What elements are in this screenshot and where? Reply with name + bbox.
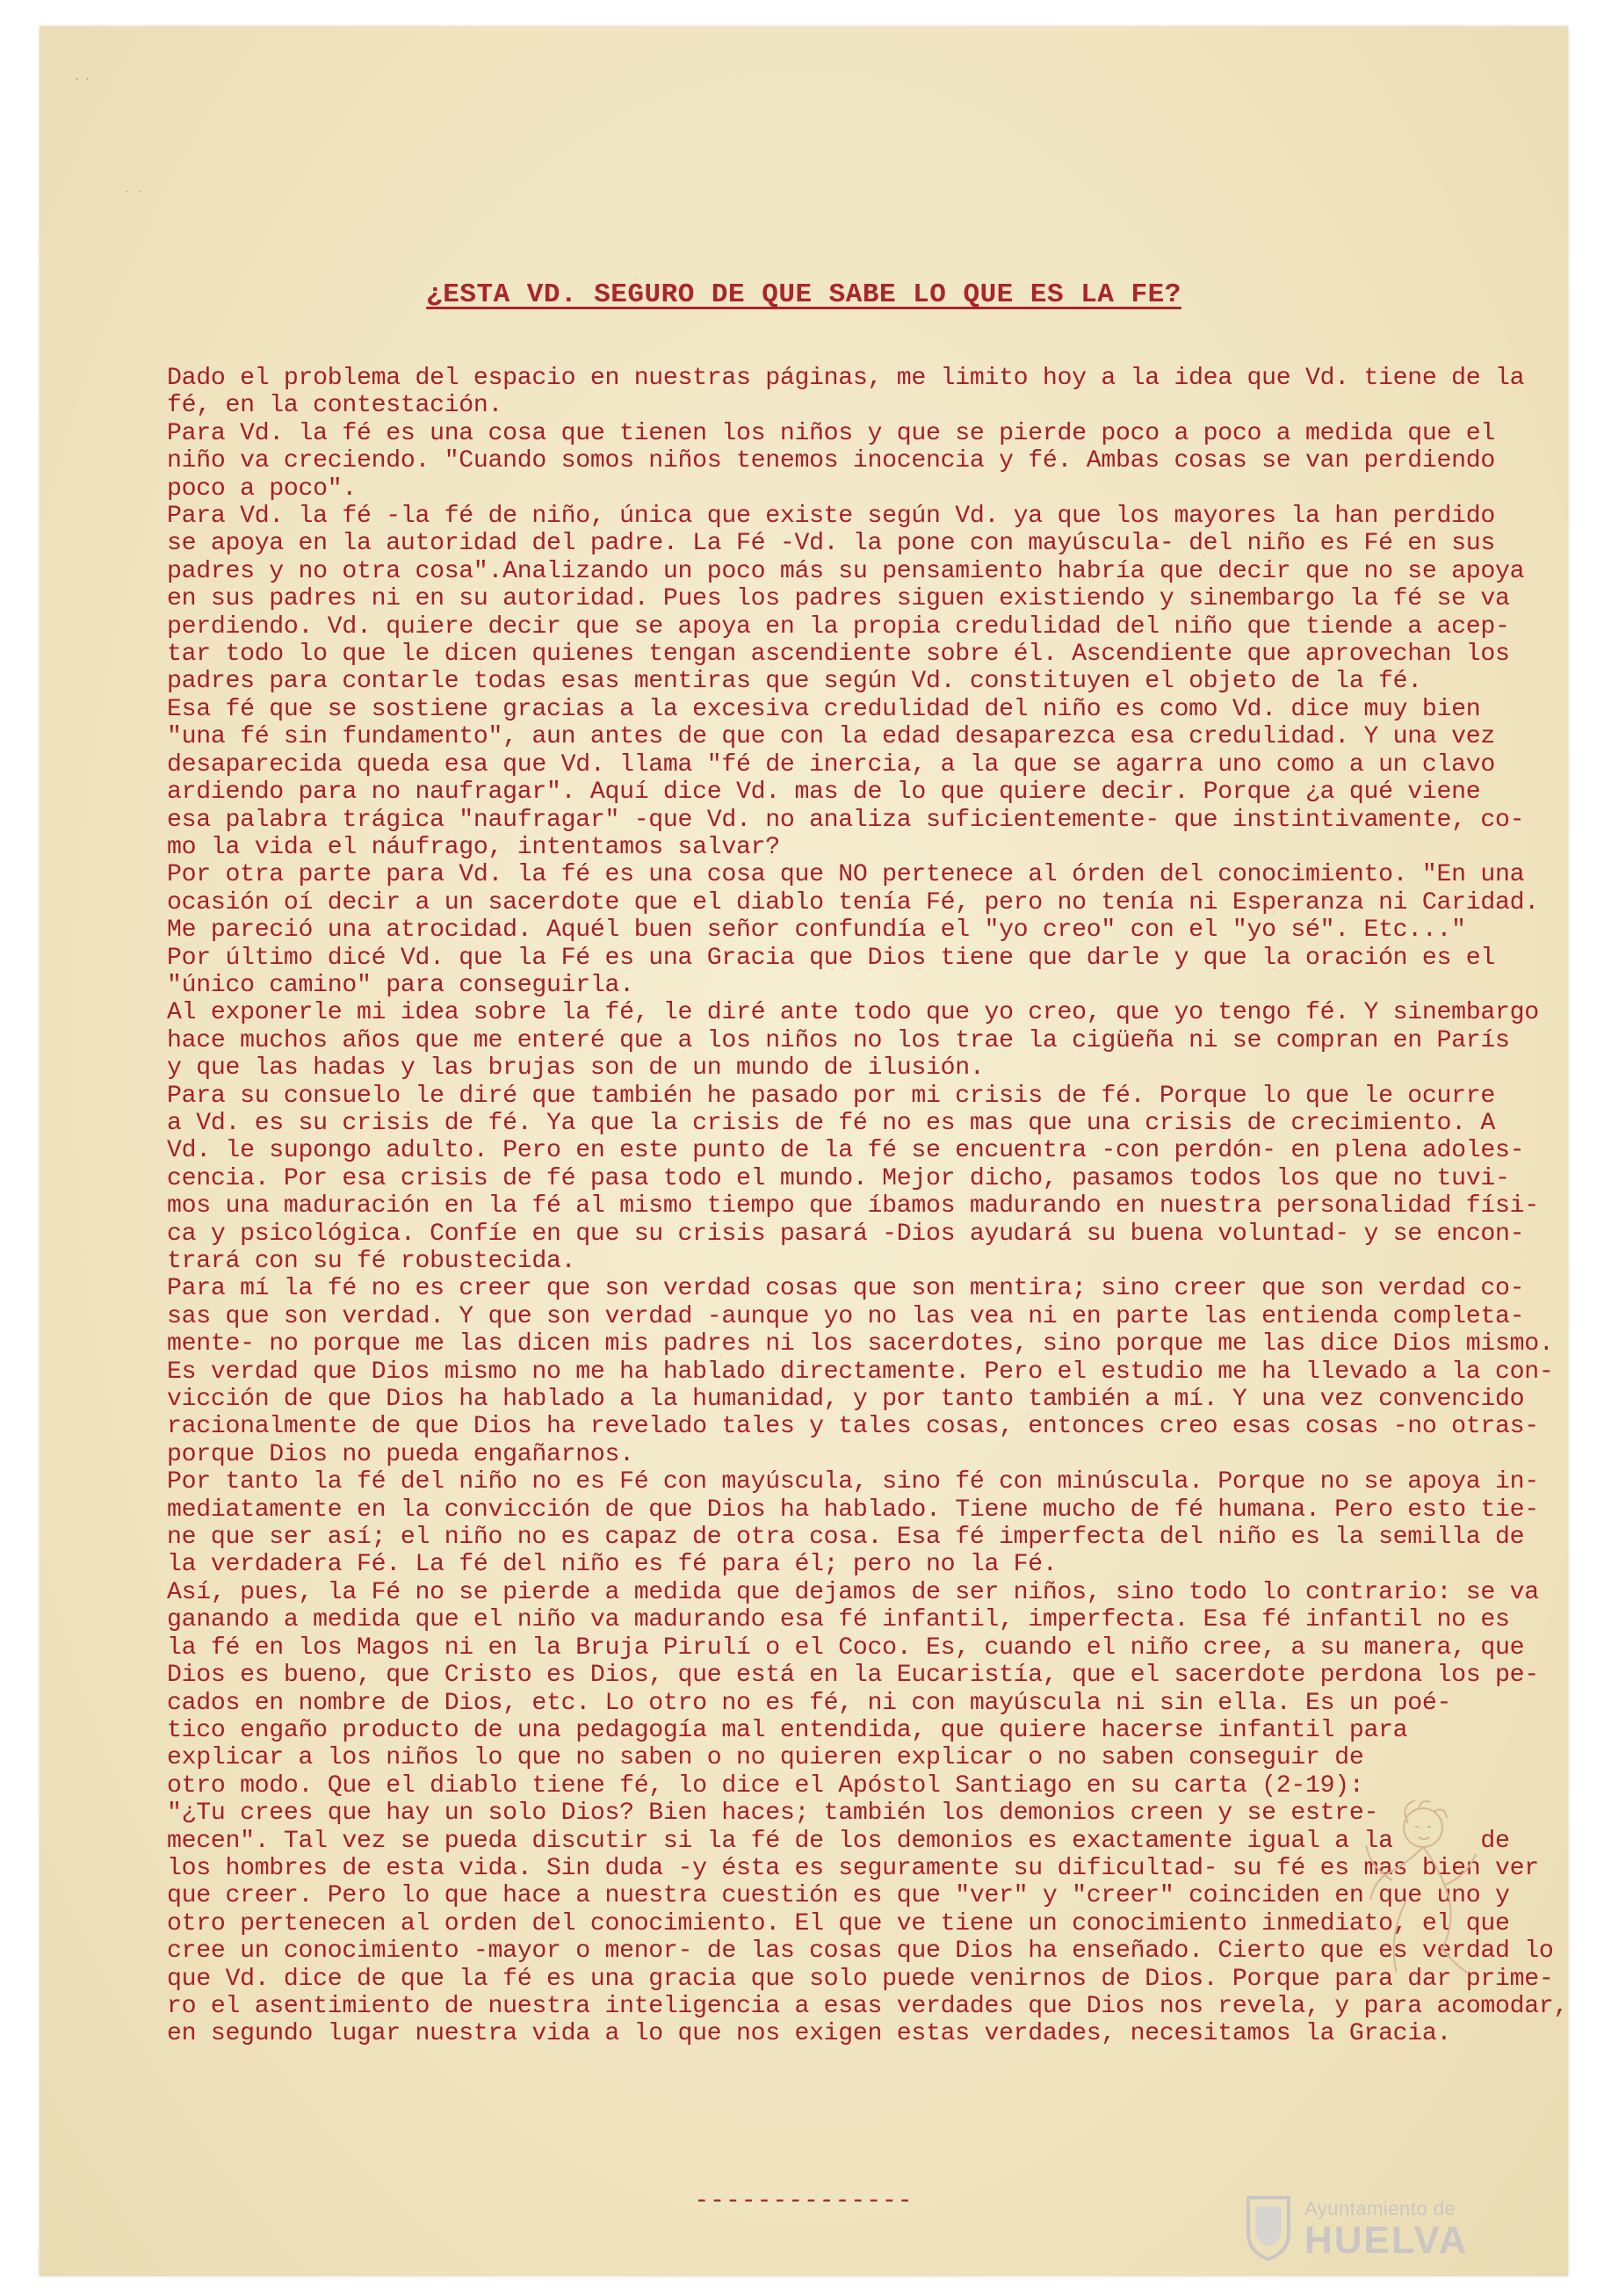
body-line: esa palabra trágica "naufragar" -que Vd. no analiza suficientemente- que instintivamente, co- [167, 806, 1525, 834]
body-line: "único camino" para conseguirla. [167, 971, 634, 999]
body-line: Vd. le supongo adulto. Pero en este punto de la fé se encuentra -con perdón- en plena adoles- [167, 1137, 1525, 1165]
body-line: otro modo. Que el diablo tiene fé, lo dice el Apóstol Santiago en su carta (2-19): [167, 1771, 1364, 1800]
body-line: mos una maduración en la fé al mismo tiempo que íbamos madurando en nuestra personalidad físi- [167, 1192, 1539, 1220]
body-line: cencia. Por esa crisis de fé pasa todo el mundo. Mejor dicho, pasamos todos los que no tuvi- [167, 1164, 1510, 1192]
separator-line: -------------- [694, 2188, 914, 2215]
body-line: Al exponerle mi idea sobre la fé, le diré ante todo que yo creo, que yo tengo fé. Y sinembargo [167, 999, 1539, 1027]
body-line: sas que son verdad. Y que son verdad -aunque yo no las vea ni en parte las entienda completa- [167, 1302, 1525, 1330]
body-line: ocasión oí decir a un sacerdote que el diablo tenía Fé, pero no tenía ni Esperanza ni Caridad. [167, 888, 1539, 916]
body-line: poco a poco". [167, 474, 357, 503]
body-line: mente- no porque me las dicen mis padres ni los sacerdotes, sino porque me las dice Dios mismo. [167, 1330, 1554, 1358]
watermark-line1: Ayuntamiento de [1304, 2198, 1456, 2220]
body-line: en segundo lugar nuestra vida a lo que nos exigen estas verdades, necesitamos la Gracia. [167, 2020, 1452, 2048]
body-line: padres para contarle todas esas mentiras que según Vd. constituyen el objeto de la fé. [167, 668, 1422, 696]
body-line: "¿Tu crees que hay un solo Dios? Bien haces; también los demonios creen y se estre- [167, 1800, 1379, 1828]
body-line: explicar a los niños lo que no saben o no quieren explicar o no saben conseguir de [167, 1744, 1364, 1772]
body-line: la fé en los Magos ni en la Bruja Pirulí o el Coco. Es, cuando el niño cree, a su manera, que [167, 1633, 1525, 1662]
body-line: mecen". Tal vez se pueda discutir si la fé de los demonios es exactamente igual a la de [167, 1827, 1510, 1855]
body-line: ca y psicológica. Confíe en que su crisis pasará -Dios ayudará su buena voluntad- y se encon- [167, 1220, 1525, 1248]
body-line: Por último dicé Vd. que la Fé es una Gracia que Dios tiene que darle y que la oración es el [167, 944, 1495, 972]
body-line: y que las hadas y las brujas son de un mundo de ilusión. [167, 1054, 985, 1083]
body-line: otro pertenecen al orden del conocimiento. El que ve tiene un conocimiento inmediato, el que [167, 1909, 1510, 1937]
body-line: ro el asentimiento de nuestra inteligencia a esas verdades que Dios nos revela, y para acomodar, [167, 1992, 1569, 2020]
body-line: en sus padres ni en su autoridad. Pues los padres siguen existiendo y sinembargo la fé se va [167, 585, 1510, 613]
body-line: fé, en la contestación. [167, 392, 503, 420]
body-line: Dado el problema del espacio en nuestras páginas, me limito hoy a la idea que Vd. tiene de la [167, 365, 1525, 392]
body-line: porque Dios no pueda engañarnos. [167, 1440, 634, 1468]
body-line: Esa fé que se sostiene gracias a la excesiva credulidad del niño es como Vd. dice muy bien [167, 695, 1481, 723]
body-line: padres y no otra cosa".Analizando un poco más su pensamiento habría que decir que no se apoya [167, 557, 1525, 585]
body-line: Me pareció una atrocidad. Aquél buen señor confundía el "yo creo" con el "yo sé". Etc..." [167, 916, 1466, 945]
body-line: ganando a medida que el niño va madurando esa fé infantil, imperfecta. Esa fé infantil no es [167, 1606, 1510, 1634]
body-line: que Vd. dice de que la fé es una gracia que solo puede venirnos de Dios. Porque para dar prime- [167, 1965, 1554, 1993]
city-crest-icon [1243, 2192, 1294, 2261]
margin-speck: · · [75, 70, 90, 89]
body-line: hace muchos años que me enteré que a los niños no los trae la cigüeña ni se compran en París [167, 1026, 1510, 1054]
body-line: tar todo lo que le dicen quienes tengan ascendiente sobre él. Ascendiente que aprovechan los [167, 641, 1510, 669]
body-line: trará con su fé robustecida. [167, 1248, 576, 1275]
body-line: "una fé sin fundamento", aun antes de que con la edad desaparezca esa credulidad. Y una vez [167, 723, 1495, 751]
body-line: vicción de que Dios ha hablado a la humanidad, y por tanto también a mí. Y una vez convencido [167, 1386, 1525, 1414]
body-line: a Vd. es su crisis de fé. Ya que la crisis de fé no es mas que una crisis de crecimiento. A [167, 1109, 1495, 1137]
document-sheet [40, 26, 1568, 2276]
body-line: los hombres de esta vida. Sin duda -y ésta es seguramente su dificultad- su fé es mas bien ver [167, 1854, 1539, 1882]
body-line: ardiendo para no naufragar". Aquí dice Vd. mas de lo que quiere decir. Porque ¿a qué viene [167, 779, 1481, 807]
body-line: perdiendo. Vd. quiere decir que se apoya en la propia credulidad del niño que tiende a acep- [167, 612, 1510, 641]
body-line: Para Vd. la fé -la fé de niño, única que existe según Vd. ya que los mayores la han perdido [167, 503, 1495, 531]
watermark [1243, 2192, 1542, 2263]
margin-sketch-icon [1357, 1797, 1489, 1981]
body-line: mediatamente en la convicción de que Dios ha hablado. Tiene mucho de fé humana. Pero esto tie- [167, 1496, 1539, 1524]
body-line: Dios es bueno, que Cristo es Dios, que está en la Eucaristía, que el sacerdote perdona los pe- [167, 1662, 1539, 1690]
body-line: Para su consuelo le diré que también he pasado por mi crisis de fé. Porque lo que le ocurre [167, 1082, 1495, 1110]
body-line: desaparecida queda esa que Vd. llama "fé de inercia, a la que se agarra uno como a un clavo [167, 750, 1495, 779]
margin-speck: ˙ ˙ [123, 189, 144, 207]
body-line: ne que ser así; el niño no es capaz de otra cosa. Esa fé imperfecta del niño es la semilla de [167, 1524, 1525, 1552]
body-line: racionalmente de que Dios ha revelado tales y tales cosas, entonces creo esas cosas -no otras- [167, 1413, 1539, 1441]
body-line: la verdadera Fé. La fé del niño es fé para él; pero no la Fé. [167, 1551, 1058, 1579]
document-title: ¿ESTA VD. SEGURO DE QUE SABE LO QUE ES LA FE? [426, 279, 1181, 310]
document-body [167, 365, 1569, 2048]
body-line: cree un conocimiento -mayor o menor- de las cosas que Dios ha enseñado. Cierto que es verdad lo [167, 1937, 1554, 1966]
body-line: tico engaño producto de una pedagogía mal entendida, que quiere hacerse infantil para [167, 1716, 1408, 1744]
body-line: mo la vida el náufrago, intentamos salvar? [167, 833, 780, 861]
body-line: que creer. Pero lo que hace a nuestra cuestión es que "ver" y "creer" coinciden en que uno y [167, 1882, 1510, 1910]
body-line: Por otra parte para Vd. la fé es una cosa que NO pertenece al órden del conocimiento. "En una [167, 861, 1525, 889]
body-line: Para Vd. la fé es una cosa que tienen los niños y que se pierde poco a poco a medida que el [167, 419, 1495, 447]
body-line: Para mí la fé no es creer que son verdad cosas que son mentira; sino creer que son verdad co- [167, 1275, 1525, 1303]
watermark-line2: HUELVA [1304, 2219, 1469, 2262]
body-line: Es verdad que Dios mismo no me ha hablado directamente. Pero el estudio me ha llevado a la con- [167, 1358, 1554, 1386]
body-line: niño va creciendo. "Cuando somos niños tenemos inocencia y fé. Ambas cosas se van perdiendo [167, 447, 1495, 475]
body-line: Por tanto la fé del niño no es Fé con mayúscula, sino fé con minúscula. Porque no se apoya in- [167, 1468, 1539, 1496]
body-line: se apoya en la autoridad del padre. La Fé -Vd. la pone con mayúscula- del niño es Fé en sus [167, 530, 1495, 558]
body-line: Así, pues, la Fé no se pierde a medida que dejamos de ser niños, sino todo lo contrario: se va [167, 1578, 1539, 1606]
body-line: cados en nombre de Dios, etc. Lo otro no es fé, ni con mayúscula ni sin ella. Es un poé- [167, 1689, 1452, 1717]
